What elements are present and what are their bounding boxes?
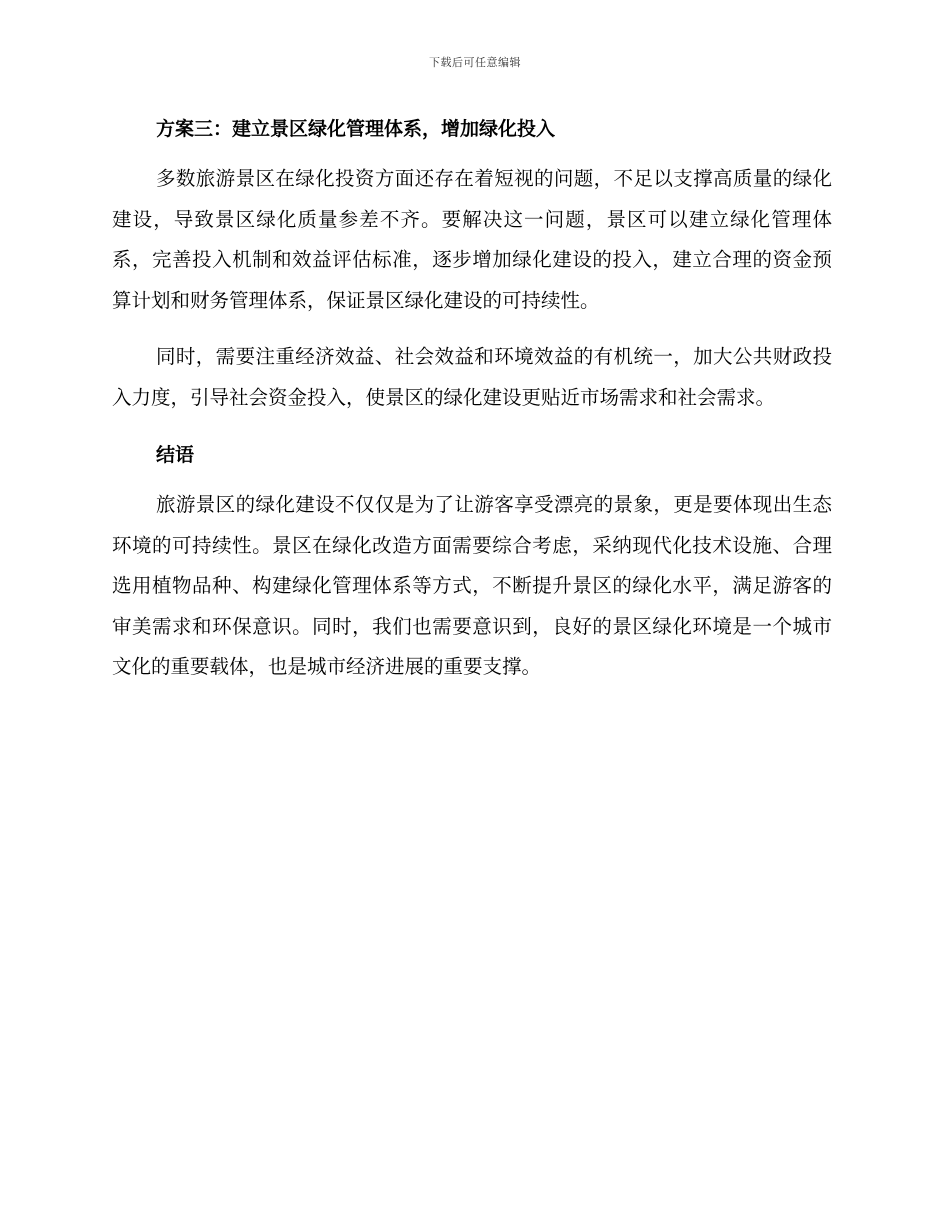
- paragraph: 旅游景区的绿化建设不仅仅是为了让游客享受漂亮的景象，更是要体现出生态环境的可持续性。景区在绿化改造方面需要综合考虑，采纳现代化技术设施、合理选用植物品种、构建绿化管理体系等方式，不断提升景区的绿化水平，满足游客的审美需求和环保意识。同时，我们也需要意识到，良好的景区绿化环境是一个城市文化的重要载体，也是城市经济进展的重要支撑。: [112, 493, 832, 678]
- section-heading-conclusion: 结语: [156, 444, 195, 466]
- document-body: [112, 112, 832, 704]
- paragraph: 同时，需要注重经济效益、社会效益和环境效益的有机统一，加大公共财政投入力度，引导社会资金投入，使景区的绿化建设更贴近市场需求和社会需求。: [112, 345, 832, 409]
- paragraph: 多数旅游景区在绿化投资方面还存在着短视的问题，不足以支撑高质量的绿化建设，导致景区绿化质量参差不齐。要解决这一问题，景区可以建立绿化管理体系，完善投入机制和效益评估标准，逐步增加绿化建设的投入，建立合理的资金预算计划和财务管理体系，保证景区绿化建设的可持续性。: [112, 167, 832, 312]
- page-header: 下载后可任意编辑: [429, 56, 521, 69]
- section-heading-plan-three: 方案三：建立景区绿化管理体系，增加绿化投入: [156, 118, 556, 140]
